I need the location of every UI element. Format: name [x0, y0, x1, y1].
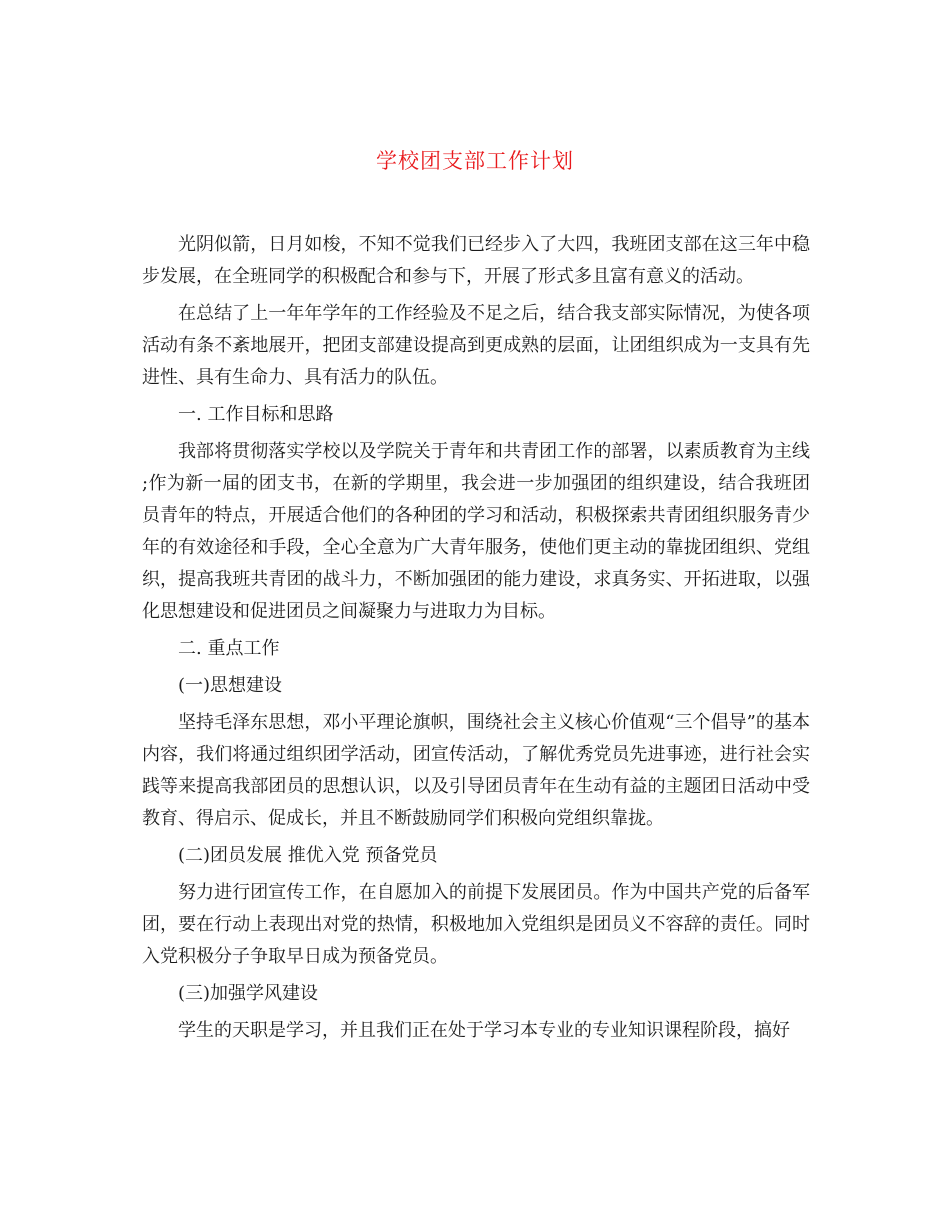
paragraph-intro: 光阴似箭，日月如梭，不知不觉我们已经步入了大四，我班团支部在这三年中稳步发展，在全班同学的积极配合和参与下，开展了形式多且富有意义的活动。	[142, 234, 810, 287]
paragraph-summary: 在总结了上一年年学年的工作经验及不足之后，结合我支部实际情况，为使各项活动有条不紊地展开，把团支部建设提高到更成熟的层面，让团组织成为一支具有先进性、具有生命力、具有活力的队伍。	[142, 303, 810, 388]
document-body	[142, 229, 810, 1052]
subheading-ideology: (一)思想建设	[178, 675, 283, 696]
subheading-study-style: (三)加强学风建设	[178, 983, 319, 1004]
paragraph-study-style: 学生的天职是学习，并且我们正在处于学习本专业的专业知识课程阶段，搞好	[178, 1020, 790, 1041]
paragraph-member-development: 努力进行团宣传工作，在自愿加入的前提下发展团员。作为中国共产党的后备军团，要在行动上表现出对党的热情，积极地加入党组织是团员义不容辞的责任。同时入党积极分子争取早日成为预备党员。	[142, 882, 810, 967]
section-heading-key-work: 二. 重点工作	[178, 638, 280, 659]
document-title: 学校团支部工作计划	[376, 149, 574, 173]
paragraph-goals: 我部将贯彻落实学校以及学院关于青年和共青团工作的部署，以素质教育为主线 ;作为新一届的团支书，在新的学期里，我会进一步加强团的组织建设，结合我班团员青年的特点，开展适合他们的各种团的学习和活动，积极探索共青团组织服务青少年的有效途径和手段，全心全意为广大青年服务，使他们更主动的靠拢团组织、党组织，提高我班共青团的战斗力，不断加强团的能力建设，求真务实、开拓进取，以强化思想建设和促进团员之间凝聚力与进取力为目标。	[142, 441, 810, 622]
section-heading-goals: 一. 工作目标和思路	[178, 404, 334, 425]
paragraph-ideology: 坚持毛泽东思想，邓小平理论旗帜，围绕社会主义核心价值观“三个倡导”的基本内容，我们将通过组织团学活动，团宣传活动，了解优秀党员先进事迹，进行社会实践等来提高我部团员的思想认识，以及引导团员青年在生动有益的主题团日活动中受教育、得启示、促成长，并且不断鼓励同学们积极向党组织靠拢。	[142, 712, 810, 829]
subheading-member-development: (二)团员发展 推优入党 预备党员	[178, 845, 438, 866]
